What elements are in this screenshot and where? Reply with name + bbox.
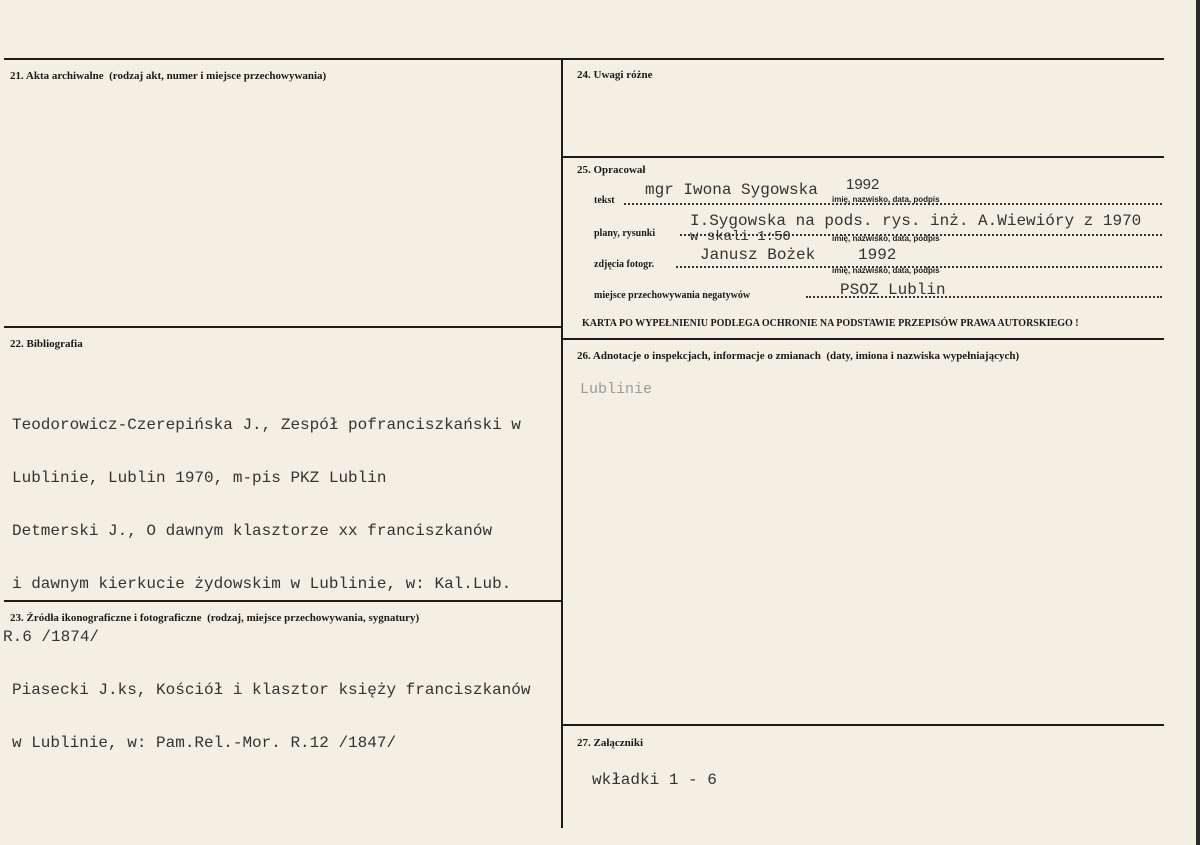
rule-25-26 — [561, 338, 1164, 340]
zdjecia-value: Janusz Bożek — [700, 246, 816, 264]
bibliography-line: Detmerski J., O dawnym klasztorze xx franciszkanów — [12, 522, 493, 540]
negatywy-value: PSOZ Lublin — [840, 281, 946, 299]
field-25-header: 25. Opracował — [577, 164, 646, 176]
rule-26-27 — [561, 724, 1164, 726]
field-22-header: 22. Bibliografia — [10, 338, 83, 350]
card-edge — [1196, 0, 1200, 845]
negatywy-label: miejsce przechowywania negatywów — [594, 290, 751, 301]
tekst-date: 1992 — [846, 176, 880, 193]
zdjecia-label: zdjęcia fotogr. — [594, 259, 655, 270]
bibliography-line: Lublinie, Lublin 1970, m-pis PKZ Lublin — [12, 469, 387, 487]
plany-scale: w skali 1:50 — [690, 229, 791, 245]
bibliography-line: Teodorowicz-Czerepińska J., Zespół pofranciszkański w — [12, 416, 521, 434]
bibliography-text — [3, 381, 531, 788]
bibliography-line: Piasecki J.ks, Kościół i klasztor księży franciszkanów — [12, 681, 531, 699]
plany-label: plany, rysunki — [594, 228, 656, 239]
bibliography-line: w Lublinie, w: Pam.Rel.-Mor. R.12 /1847/ — [12, 734, 397, 752]
tekst-label: tekst — [594, 195, 615, 206]
tekst-caption: imię, nazwisko, data, podpis — [832, 195, 940, 204]
attachments-value: wkładki 1 - 6 — [592, 771, 717, 789]
copyright-notice: KARTA PO WYPEŁNIENIU PODLEGA OCHRONIE NA PODSTAWIE PRZEPISÓW PRAWA AUTORSKIEGO ! — [582, 318, 1079, 329]
tekst-value: mgr Iwona Sygowska — [645, 181, 818, 199]
zdjecia-caption: imię, nazwisko, data, podpis — [832, 266, 940, 275]
bibliography-overflow-text: Lublinie — [580, 381, 653, 398]
rule-21-22 — [4, 326, 562, 328]
zdjecia-date: 1992 — [858, 246, 897, 264]
plany-caption: imię, nazwisko, data, podpis — [832, 234, 940, 243]
rule-24-25 — [561, 156, 1164, 158]
field-24-header: 24. Uwagi różne — [577, 69, 653, 81]
column-divider — [561, 58, 563, 828]
field-27-header: 27. Załączniki — [577, 737, 644, 749]
field-26-header: 26. Adnotacje o inspekcjach, informacje o zmianach (daty, imiona i nazwiska wypełniających) — [577, 350, 1020, 362]
field-21-header: 21. Akta archiwalne (rodzaj akt, numer i miejsce przechowywania) — [10, 70, 327, 82]
top-rule — [4, 58, 1164, 60]
plany-value: I.Sygowska na pods. rys. inż. A.Wiewióry z 1970 — [690, 212, 1142, 230]
bibliography-line: R.6 /1874/ — [3, 628, 100, 646]
bibliography-line: i dawnym kierkucie żydowskim w Lublinie, w: Kal.Lub. — [12, 575, 512, 593]
negatywy-dotted-line — [806, 296, 1162, 298]
field-23-header: 23. Źródła ikonograficzne i fotograficzne (rodzaj, miejsce przechowywania, sygnatury) — [10, 612, 420, 624]
